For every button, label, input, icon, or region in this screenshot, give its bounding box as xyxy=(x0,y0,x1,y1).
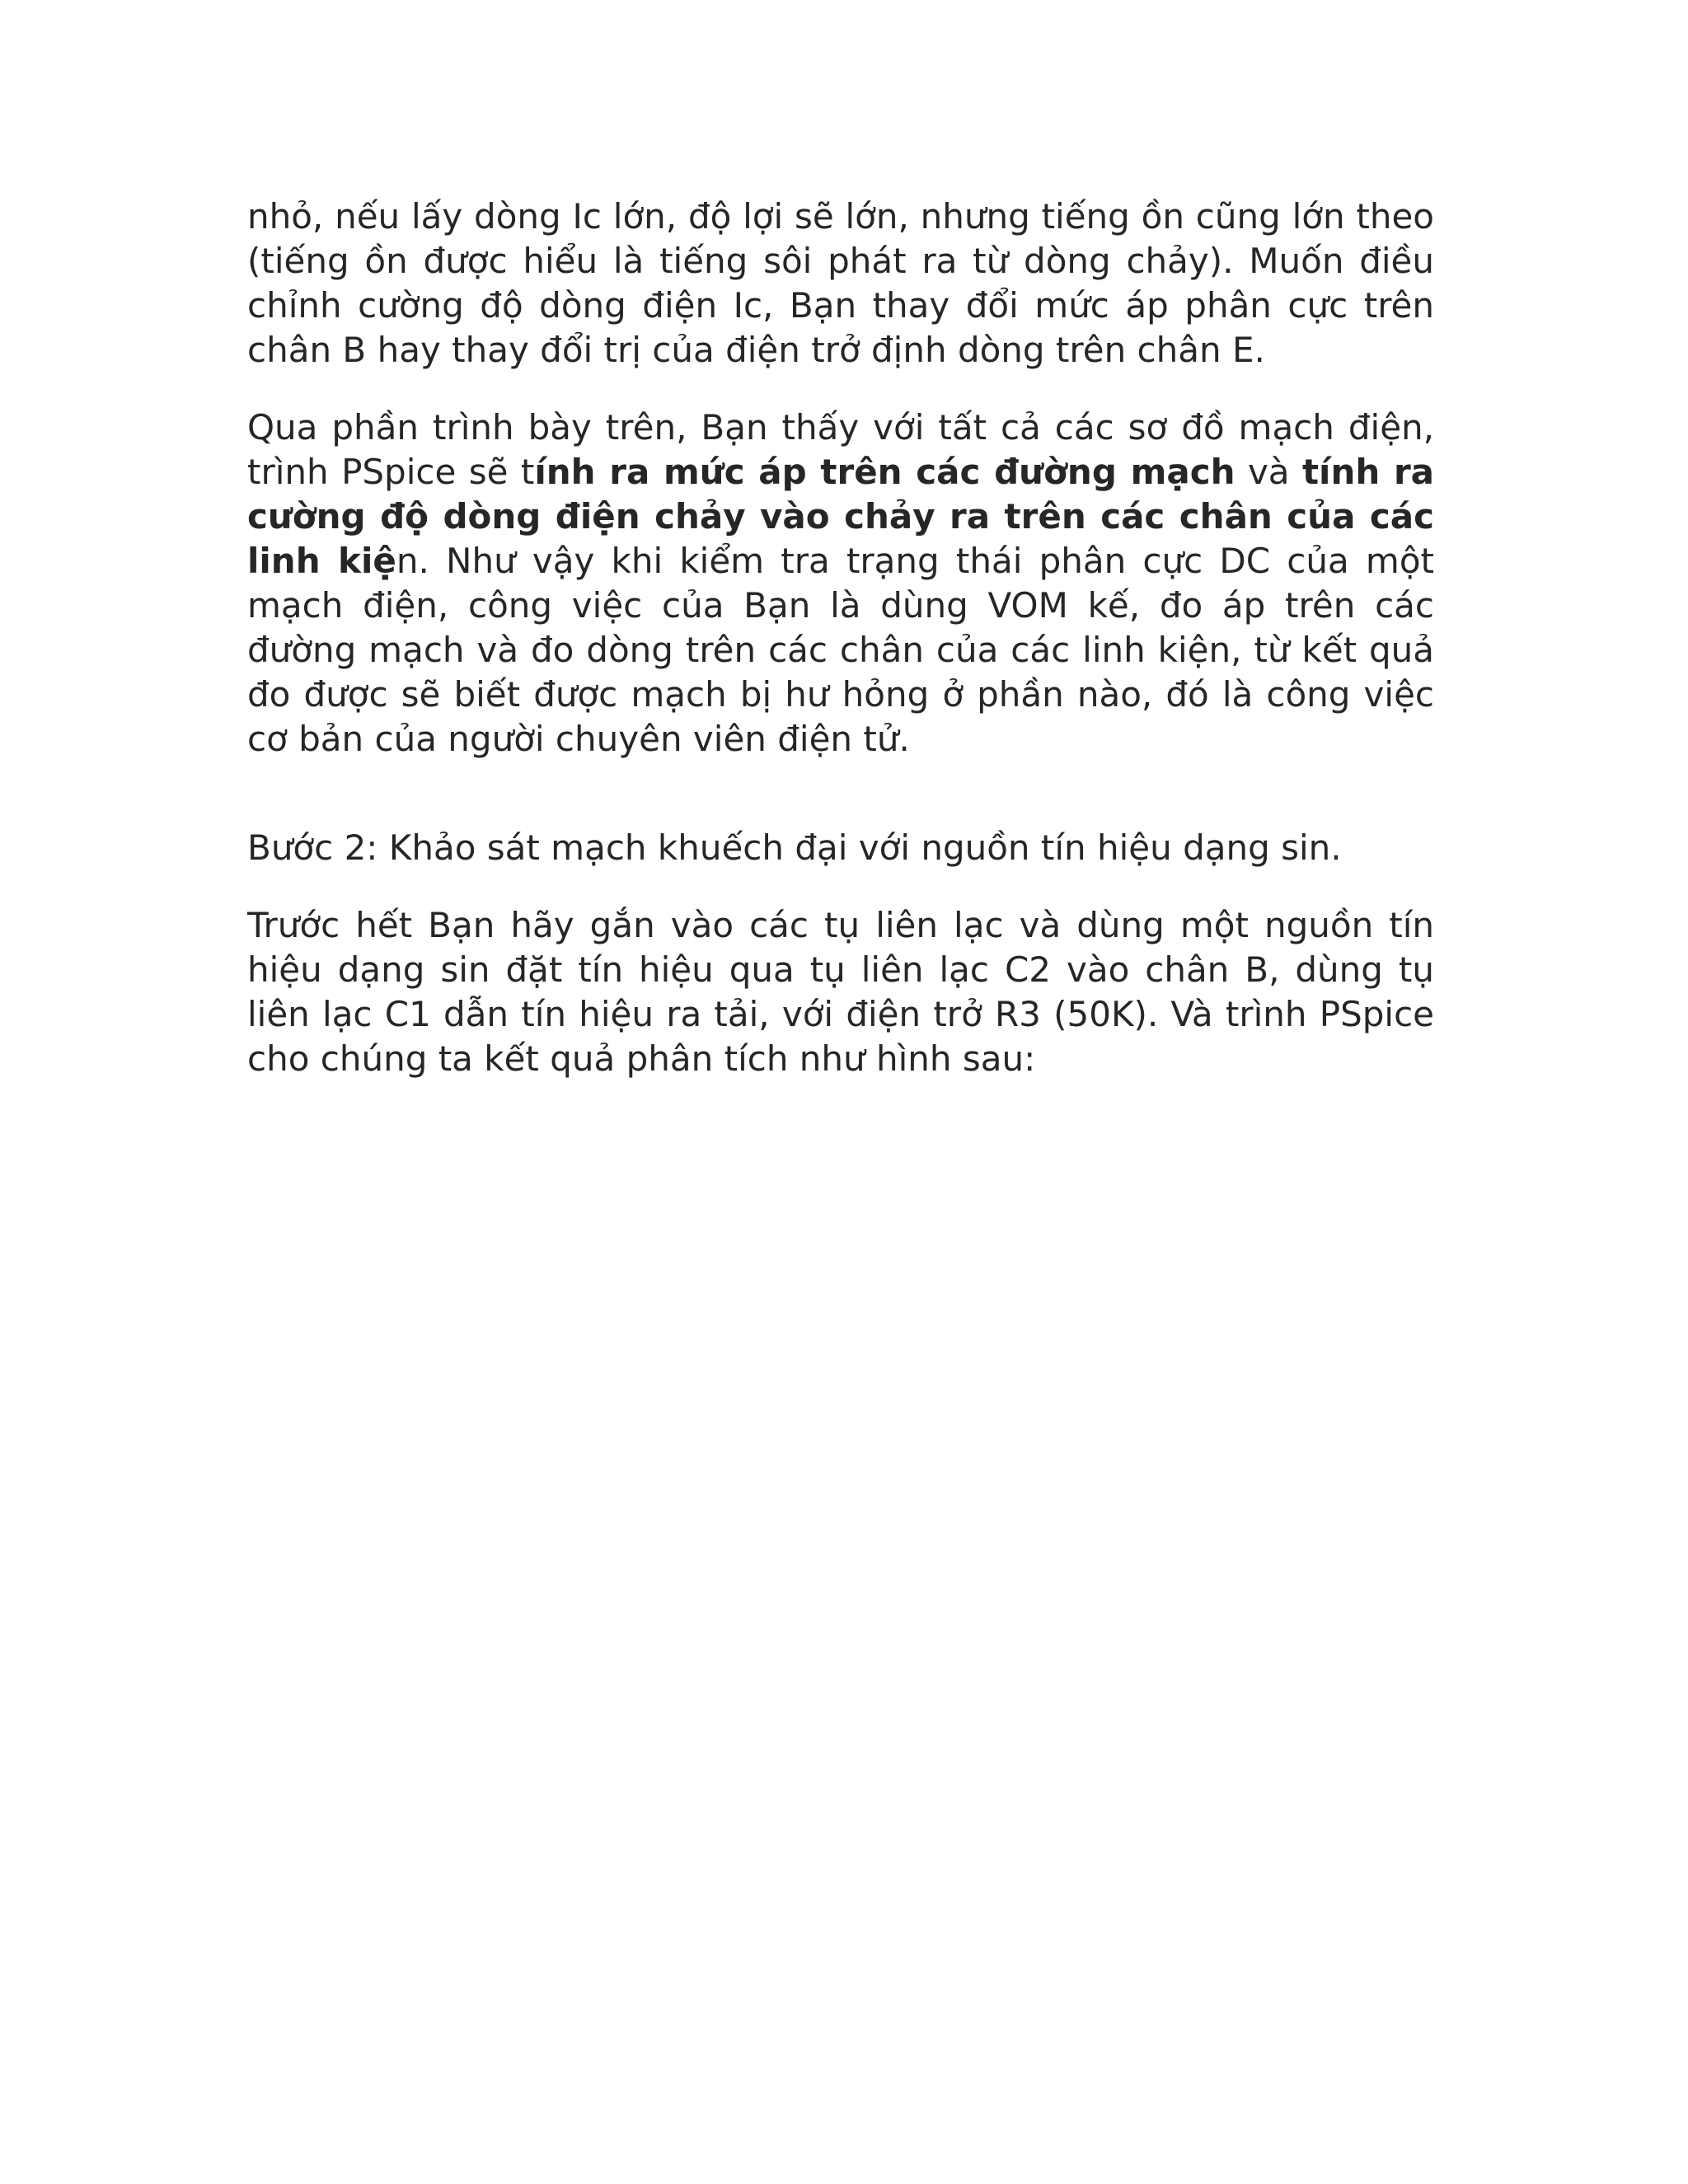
document-page xyxy=(247,194,1434,1081)
paragraph-ic-current: nhỏ, nếu lấy dòng Ic lớn, độ lợi sẽ lớn, nhưng tiếng ồn cũng lớn theo (tiếng ồn được hiểu là tiếng sôi phát ra từ dòng chảy). Muốn điều chỉnh cường độ dòng điện Ic, Bạn thay đổi mức áp phân cực trên chân B hay thay đổi trị của điện trở định dòng trên chân E. xyxy=(247,196,1434,370)
bold-phrase-voltage: ính ra mức áp trên các đường mạch xyxy=(534,452,1236,492)
paragraph-pspice-summary xyxy=(247,405,1434,762)
step-heading: Bước 2: Khảo sát mạch khuếch đại với nguồn tín hiệu dạng sin. xyxy=(247,827,1342,868)
bold-phrase-current: tính ra cường độ dòng điện chảy vào chảy ra trên các chân của các linh kiệ xyxy=(247,452,1434,581)
paragraph-text: Qua phần trình bày trên, Bạn thấy với tất cả các sơ đồ mạch điện, trình PSpice sẽ t xyxy=(247,407,1434,492)
paragraph-text: n. Như vậy khi kiểm tra trạng thái phân cực DC của một mạch điện, công việc của Bạn là dùng VOM kế, đo áp trên các đường mạch và đo dòng trên các chân của các linh kiện, từ kết quả đo được sẽ biết được mạch bị hư hỏng ở phần nào, đó là công việc cơ bản của người chuyên viên điện tử. xyxy=(247,541,1434,759)
paragraph-sine-source: Trước hết Bạn hãy gắn vào các tụ liên lạc và dùng một nguồn tín hiệu dạng sin đặt tín hiệu qua tụ liên lạc C2 vào chân B, dùng tụ liên lạc C1 dẫn tín hiệu ra tải, với điện trở R3 (50K). Và trình PSpice cho chúng ta kết quả phân tích như hình sau: xyxy=(247,905,1434,1079)
paragraph-text: và xyxy=(1235,452,1302,492)
